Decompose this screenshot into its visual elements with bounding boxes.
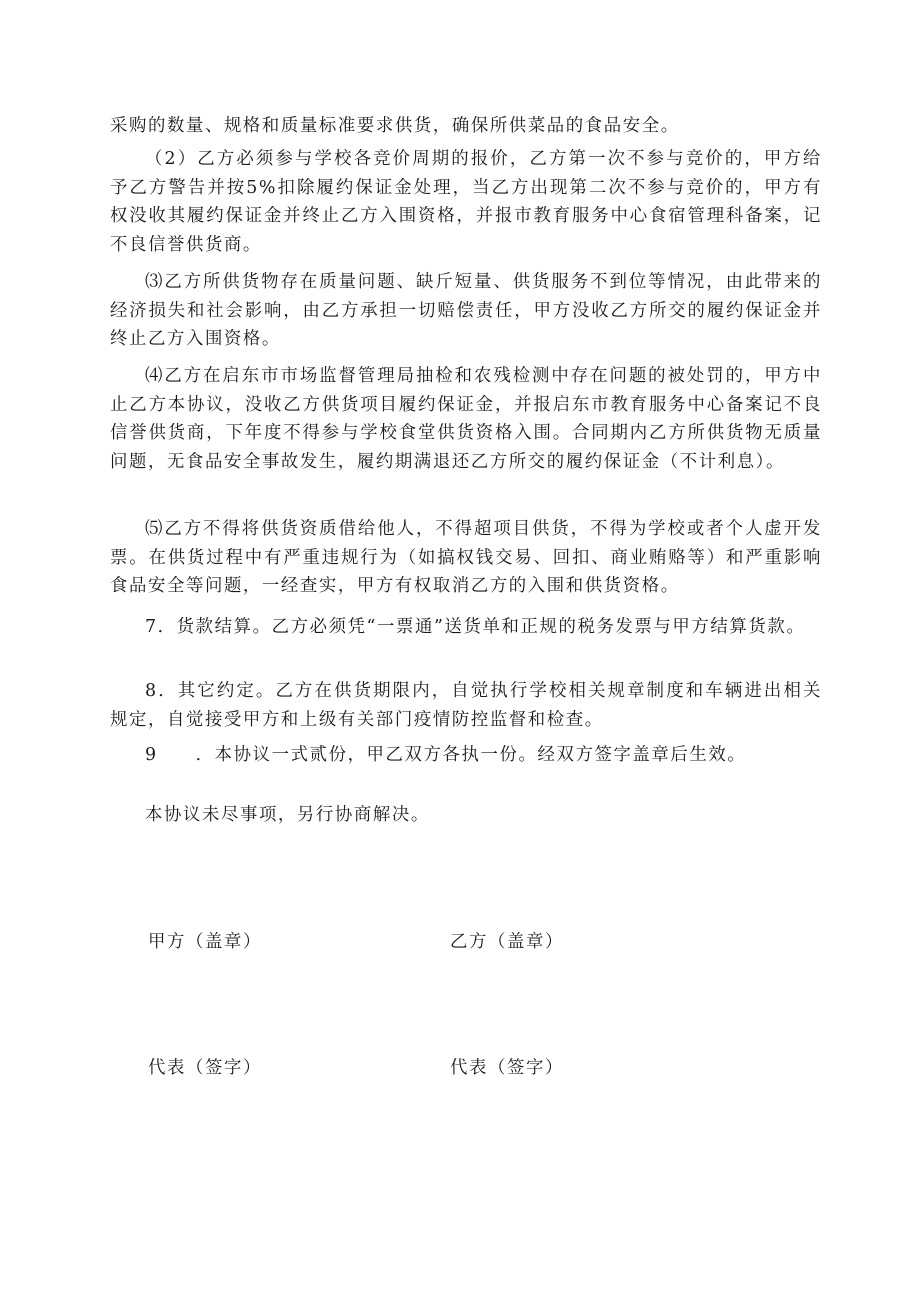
paragraph-unresolved-matters: 本协议未尽事项，另行协商解决。: [145, 805, 430, 825]
party-a-seal-label: 甲方（盖章）: [148, 932, 262, 952]
paragraph-clause-5: ⑸乙方不得将供货资质借给他人，不得超项目供货，不得为学校或者个人虚开发票。在供货过程中有严重违规行为（如搞权钱交易、回扣、商业贿赂等）和严重影响食品安全等问题，一经查实，甲方有权取消乙方的入围和供货资格。: [110, 519, 822, 596]
paragraph-item-8-other: 8．其它约定。乙方在供货期限内，自觉执行学校相关规章制度和车辆进出相关规定，自觉接受甲方和上级有关部门疫情防控监督和检查。: [110, 681, 822, 730]
party-a-representative-label: 代表（签字）: [148, 1058, 262, 1078]
paragraph-item-7-payment: 7．货款结算。乙方必须凭“一票通”送货单和正规的税务发票与甲方结算货款。: [145, 617, 806, 637]
paragraph-item-9-copies: 9 ．本协议一式贰份，甲乙双方各执一份。经双方签字盖章后生效。: [145, 745, 747, 765]
party-b-seal-label: 乙方（盖章）: [450, 932, 564, 952]
paragraph-clause-2: （2）乙方必须参与学校各竞价周期的报价，乙方第一次不参与竞价的，甲方给予乙方警告并按5%扣除履约保证金处理，当乙方出现第二次不参与竞价的，甲方有权没收其履约保证金并终止乙方入围资格，并报市教育服务中心食宿管理科备案，记不良信誉供货商。: [110, 149, 822, 255]
paragraph-clause-3: ⑶乙方所供货物存在质量问题、缺斤短量、供货服务不到位等情况，由此带来的经济损失和社会影响，由乙方承担一切赔偿责任，甲方没收乙方所交的履约保证金并终止乙方入围资格。: [110, 272, 822, 349]
paragraph-procurement-tail: 采购的数量、规格和质量标准要求供货，确保所供菜品的食品安全。: [110, 116, 680, 136]
paragraph-clause-4: ⑷乙方在启东市市场监督管理局抽检和农残检测中存在问题的被处罚的，甲方中止乙方本协议，没收乙方供货项目履约保证金，并报启东市教育服务中心备案记不良信誉供货商，下年度不得参与学校食堂供货资格入围。合同期内乙方所供货物无质量问题，无食品安全事故发生，履约期满退还乙方所交的履约保证金（不计利息）。: [110, 366, 822, 472]
party-b-representative-label: 代表（签字）: [450, 1058, 564, 1078]
